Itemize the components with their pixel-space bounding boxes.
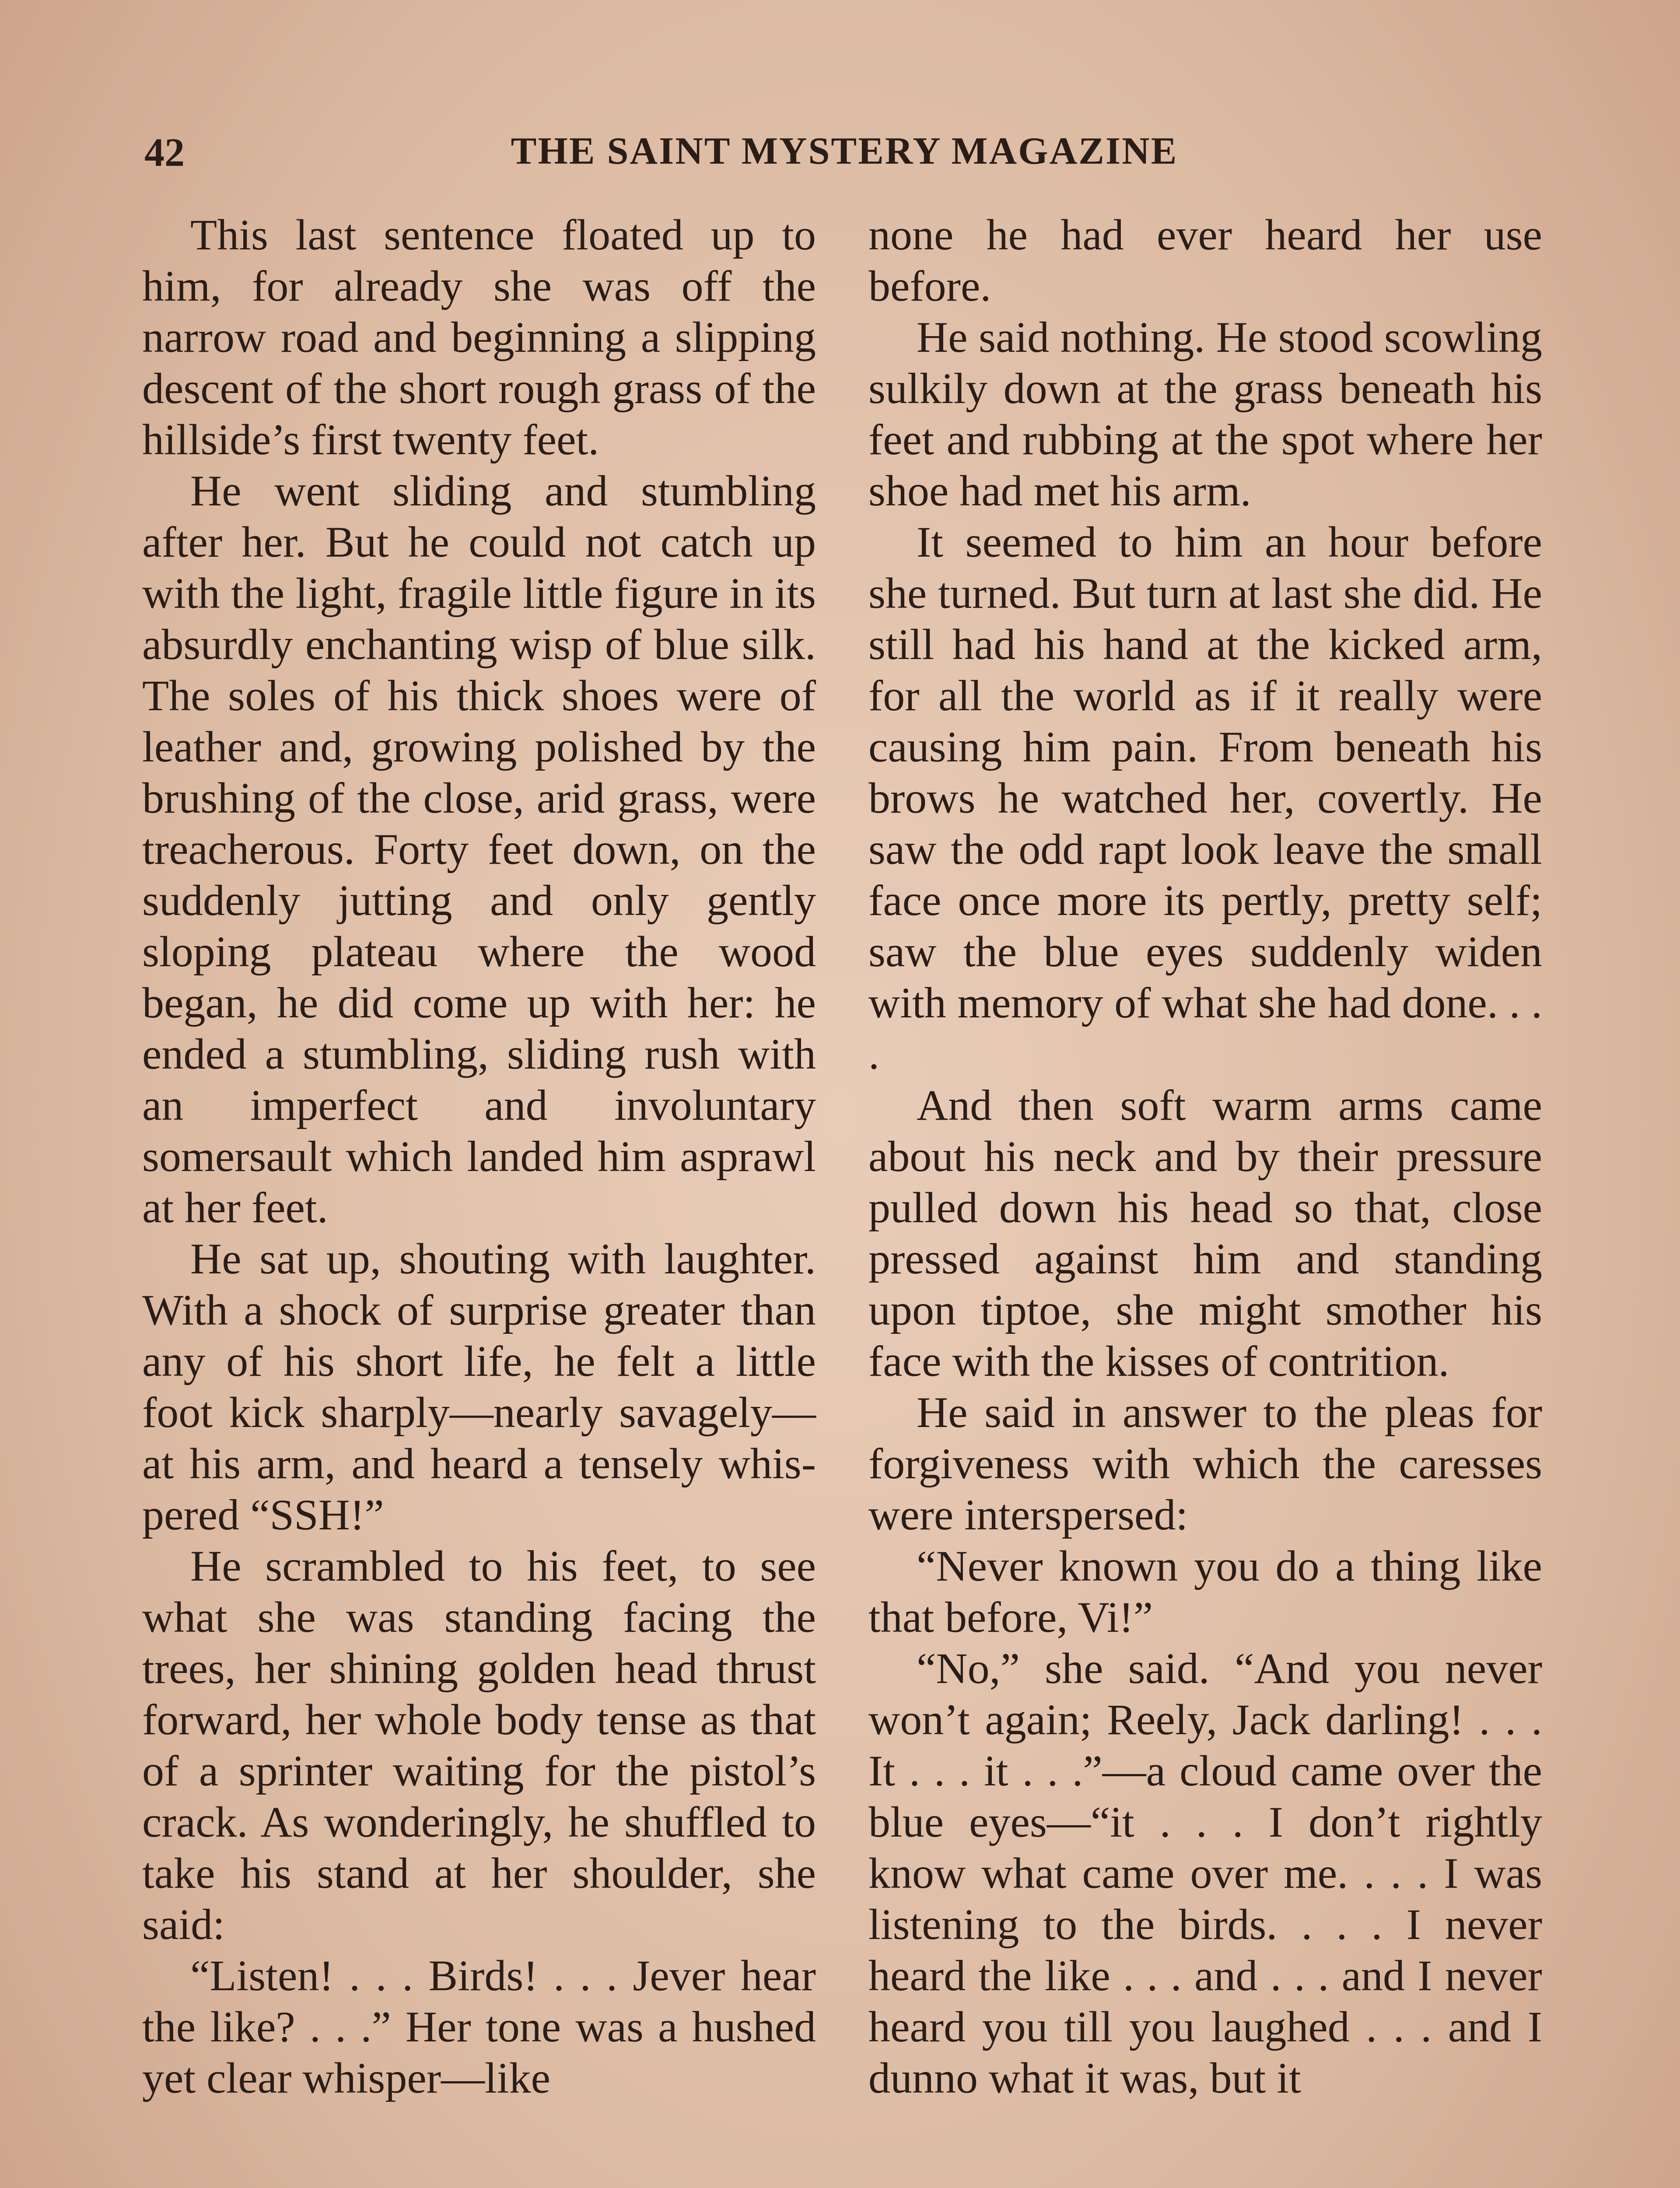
- page-number: 42: [144, 130, 185, 175]
- running-head: THE SAINT MYSTERY MAGAZINE: [511, 130, 1178, 172]
- paragraph: And then soft warm arms came about his neck and by their pressure pulled down his head so that, close pressed against him and standing upon tiptoe, she might smother his face with the kisses of contrition.: [868, 1081, 1542, 1385]
- paragraph: “Never known you do a thing like that before, Vi!”: [868, 1542, 1542, 1641]
- right-column: [868, 209, 1542, 2104]
- paragraph: He scrambled to his feet, to see what she was standing facing the trees, her shining golden head thrust forward, her whole body tense as that of a sprinter waiting for the pistol’s crack. As wonderingly, he shuffled to take his stand at her shoulder, she said:: [142, 1542, 816, 1949]
- paragraph: He went sliding and stumbling after her. But he could not catch up with the light, fragile little figure in its absurdly enchanting wisp of blue silk. The soles of his thick shoes were of leather and, growing polished by the brushing of the close, arid grass, were treacherous. Forty feet down, on the suddenly jutting and only gently sloping plateau where the wood began, he did come up with her: he ended a stumbling, sliding rush with an imperfect and involuntary somersault which landed him asprawl at her feet.: [142, 466, 816, 1232]
- paragraph: He said in answer to the pleas for forgiveness with which the caresses were interspersed:: [868, 1388, 1542, 1539]
- paragraph: “Listen! . . . Birds! . . . Jever hear the like? . . .” Her tone was a hushed yet clear whisper—like: [142, 1951, 816, 2102]
- paragraph: He sat up, shouting with laughter. With a shock of surprise greater than any of his short life, he felt a little foot kick sharply—nearly savagely—at his arm, and heard a tensely whispered “SSH!”: [142, 1234, 816, 1539]
- paragraph: “No,” she said. “And you never won’t again; Reely, Jack darling! . . . It . . . it . . .”—a cloud came over the blue eyes—“it . . . I don’t rightly know what came over me. . . . I was listening to the birds. . . . I never heard the like . . . and . . . and I never heard you till you laughed . . . and I dunno what it was, but it: [868, 1644, 1542, 2102]
- paragraph: It seemed to him an hour before she turned. But turn at last she did. He still had his hand at the kicked arm, for all the world as if it really were causing him pain. From beneath his brows he watched her, covertly. He saw the odd rapt look leave the small face once more its pertly, pretty self; saw the blue eyes suddenly widen with memory of what she had done. . . .: [868, 518, 1542, 1078]
- paragraph: He said nothing. He stood scowling sulkily down at the grass beneath his feet and rubbing at the spot where her shoe had met his arm.: [868, 313, 1542, 515]
- left-column: [142, 209, 816, 2104]
- paragraph: This last sentence floated up to him, for already she was off the narrow road and beginning a slipping descent of the short rough grass of the hillside’s first twenty feet.: [142, 210, 816, 464]
- paragraph: none he had ever heard her use before.: [868, 210, 1542, 310]
